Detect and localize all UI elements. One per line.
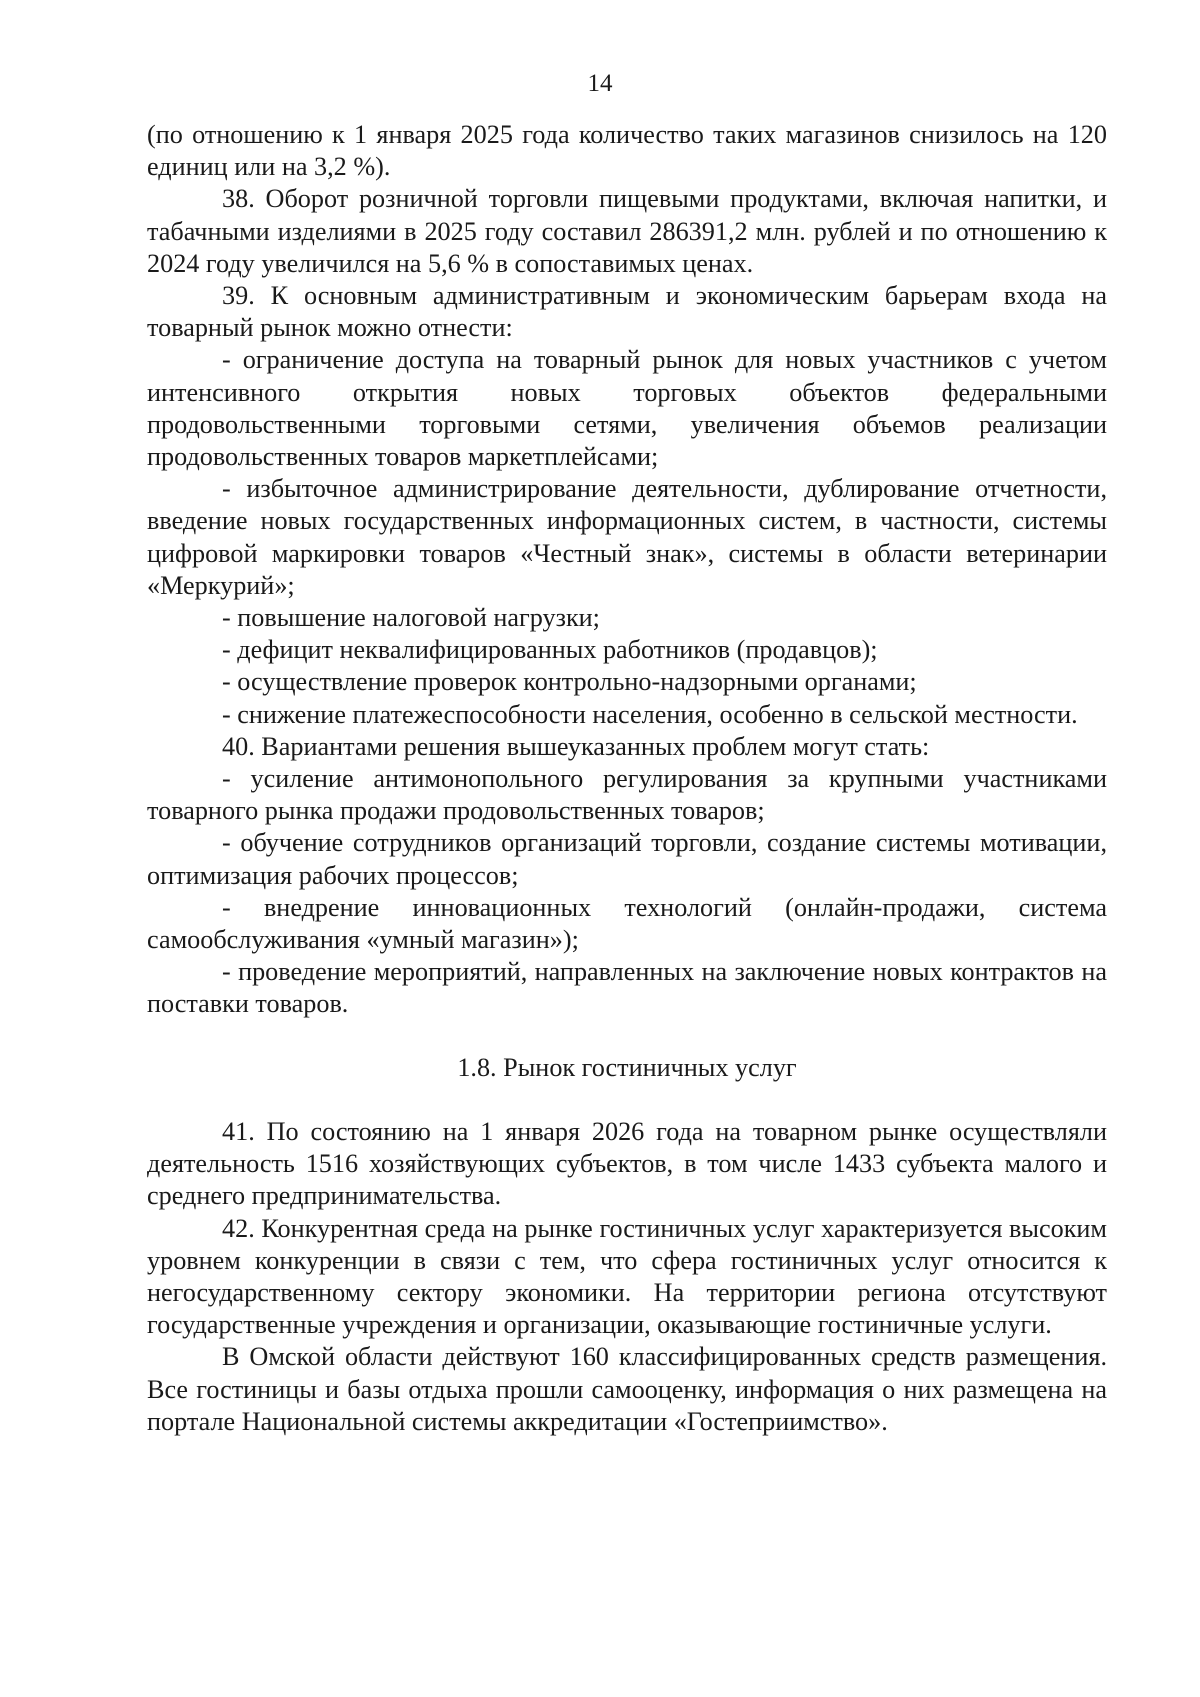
paragraph-41: 41. По состоянию на 1 января 2026 года на товарном рынке осуществляли деятельность 1516 хозяйствующих субъектов, в том числе 1433 субъекта малого и среднего предпринимательства. <box>147 1116 1107 1211</box>
paragraph-38: 38. Оборот розничной торговли пищевыми продуктами, включая напитки, и табачными изделиями в 2025 году составил 286391,2 млн. рублей и по отношению к 2024 году увеличился на 5,6 % в сопоставимых ценах. <box>147 184 1107 278</box>
section-title: 1.8. Рынок гостиничных услуг <box>457 1052 797 1082</box>
paragraph-39: 39. К основным административным и экономическим барьерам входа на товарный рынок можно отнести: <box>147 281 1107 343</box>
list-item: - осуществление проверок контрольно-надзорными органами; <box>222 667 917 697</box>
list-item: - обучение сотрудников организаций торговли, создание системы мотивации, оптимизация рабочих процессов; <box>147 828 1107 890</box>
paragraph-42: 42. Конкурентная среда на рынке гостиничных услуг характеризуется высоким уровнем конкуренции в связи с тем, что сфера гостиничных услуг относится к негосударственному сектору экономики. На территории региона отсутствуют государственные учреждения и организации, оказывающие гостиничные услуги. <box>147 1213 1107 1340</box>
paragraph-40: 40. Вариантами решения вышеуказанных проблем могут стать: <box>222 731 930 761</box>
list-item: - проведение мероприятий, направленных на заключение новых контрактов на поставки товаров. <box>147 957 1107 1019</box>
list-item: - снижение платежеспособности населения, особенно в сельской местности. <box>222 699 1078 729</box>
list-item: - избыточное администрирование деятельности, дублирование отчетности, введение новых государственных информационных систем, в частности, системы цифровой маркировки товаров «Честный знак», системы в области ветеринарии «Меркурий»; <box>147 474 1107 600</box>
list-item: - внедрение инновационных технологий (онлайн-продажи, система самообслуживания «умный магазин»); <box>147 892 1107 955</box>
list-item: - повышение налоговой нагрузки; <box>222 603 600 633</box>
paragraph-hotels: В Омской области действуют 160 классифицированных средств размещения. Все гостиницы и базы отдыха прошли самооценку, информация о них размещена на портале Национальной системы аккредитации «Гостеприимство». <box>147 1342 1107 1436</box>
list-item: - ограничение доступа на товарный рынок для новых участников с учетом интенсивного открытия новых торговых объектов федеральными продовольственными торговыми сетями, увеличения объемов реализации продовольственных товаров маркетплейсами; <box>147 345 1107 472</box>
document-body <box>147 119 1107 1438</box>
list-item: - усиление антимонопольного регулирования за крупными участниками товарного рынка продажи продовольственных товаров; <box>147 764 1107 826</box>
list-item: - дефицит неквалифицированных работников (продавцов); <box>222 635 878 665</box>
page-number: 14 <box>587 70 613 97</box>
paragraph-continuation: (по отношению к 1 января 2025 года количество таких магазинов снизилось на 120 единиц или на 3,2 %). <box>147 120 1107 182</box>
